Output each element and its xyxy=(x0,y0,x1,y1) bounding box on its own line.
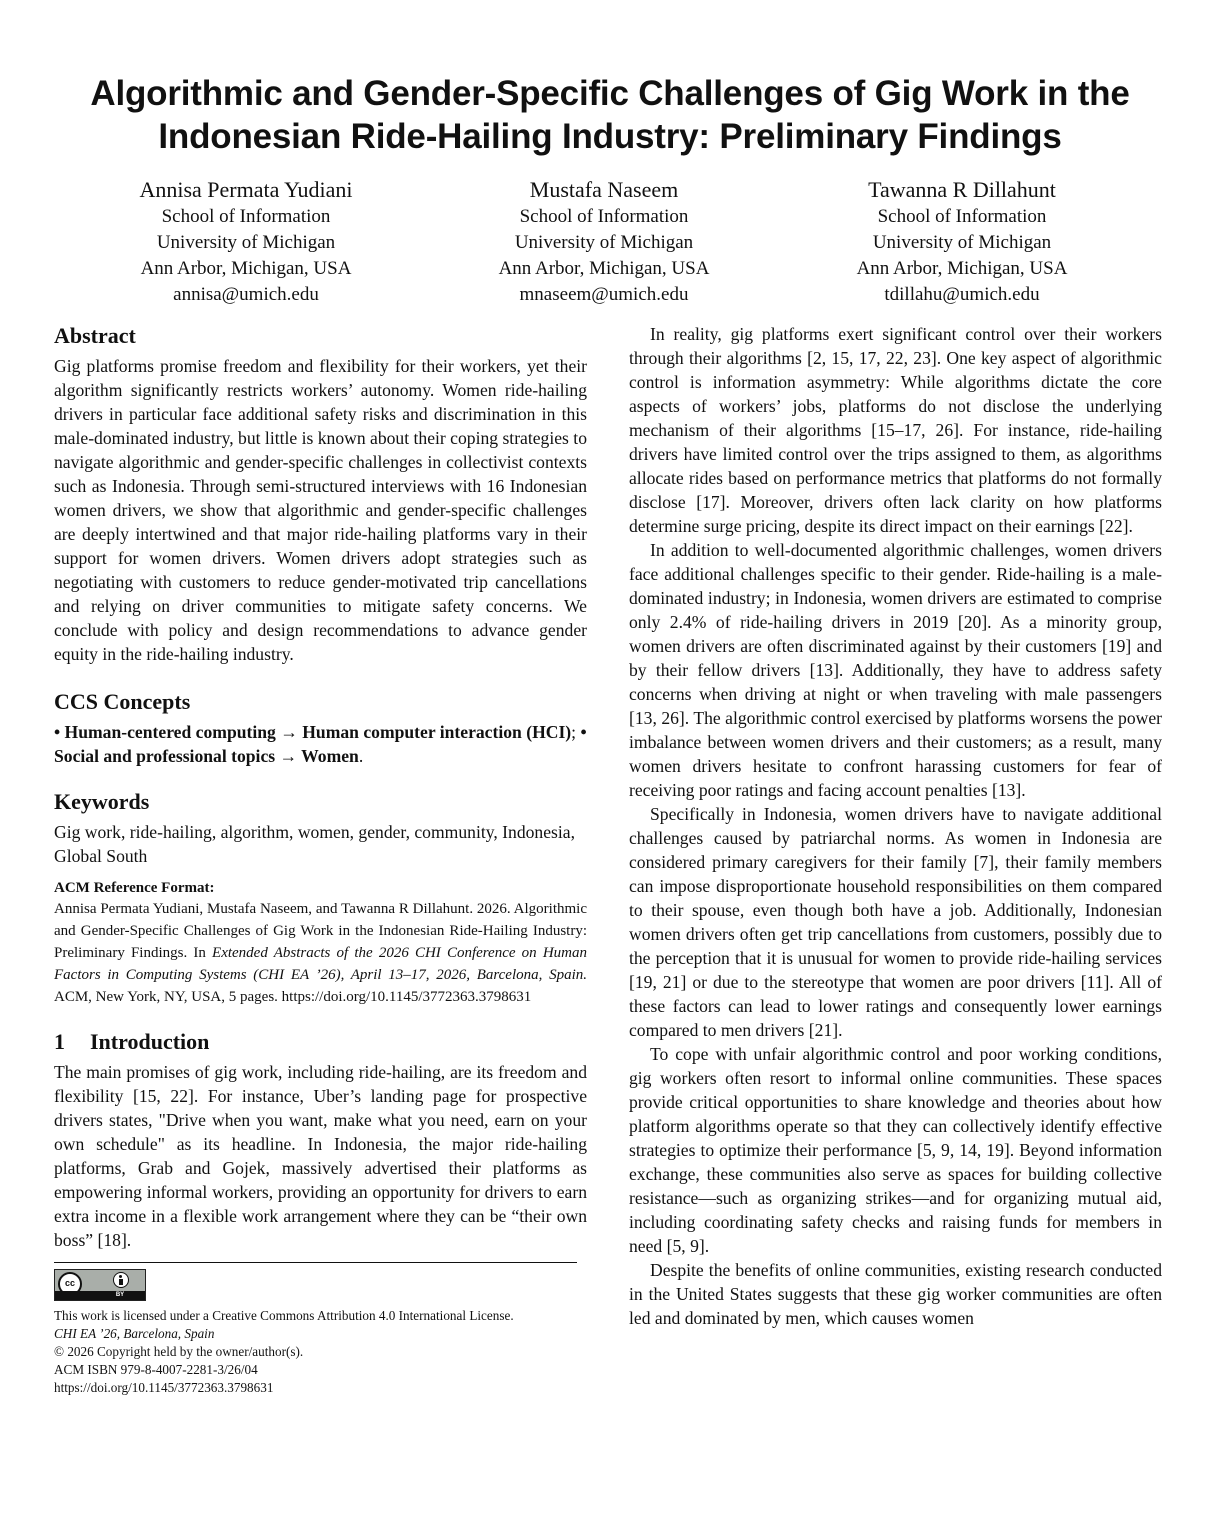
author-org: University of Michigan xyxy=(156,232,336,253)
paper-title xyxy=(0,72,1220,158)
license-block xyxy=(54,1307,587,1397)
author-dept: School of Information xyxy=(877,206,1047,227)
right-column xyxy=(629,322,1162,1330)
ccs-heading: CCS Concepts xyxy=(54,689,191,714)
author-dept: School of Information xyxy=(161,206,331,227)
intro-paragraph-2: In reality, gig platforms exert significant control over their workers through their algorithms [2, 15, 17, 22, 23]. One key aspect of algorithmic control is information asymmetry: While algorithms dictate the core aspects of workers’ jobs, platforms do not disclose the underlying mechanism of their algorithms [15–17, 26]. For instance, ride-hailing drivers have limited control over the trips assigned to them, as algorithms allocate rides based on performance metrics that platforms do not formally disclose [17]. Moreover, drivers often lack clarity on how platforms determine surge pricing, despite its direct impact on their earnings [22]. xyxy=(629,324,1162,536)
introduction-heading: 1 Introduction xyxy=(54,1029,210,1054)
abstract-text: Gig platforms promise freedom and flexibility for their workers, yet their algorithm significantly restricts workers’ autonomy. Women ride-hailing drivers in particular face additional safety risks and discrimination in this male-dominated industry, but little is known about their coping strategies to navigate algorithmic and gender-specific challenges in collectivist contexts such as Indonesia. Through semi-structured interviews with 16 Indonesian women drivers, we show that algorithmic and gender-specific challenges are deeply intertwined and that major ride-hailing platforms vary in their support for women drivers. Women drivers adopt strategies such as negotiating with customers to reduce gender-motivated trip cancellations and relying on driver communities to mitigate safety concerns. We conclude with policy and design recommendations to advance gender equity in the ride-hailing industry. xyxy=(54,356,587,664)
author-name: Tawanna R Dillahunt xyxy=(868,177,1056,202)
author-2 xyxy=(424,176,784,308)
intro-paragraph-3: In addition to well-documented algorithmic challenges, women drivers face additional challenges specific to their gender. Ride-hailing is a male-dominated industry; in Indonesia, women drivers are estimated to comprise only 2.4% of ride-hailing drivers in 2019 [20]. As a minority group, women drivers are often discriminated against by their customers [19] and by their fellow drivers [13]. Additionally, they have to address safety concerns when driving at night or when traveling with male passengers [13, 26]. The algorithmic control exercised by platforms worsens the power imbalance between women drivers and their customers; as a result, many women drivers hesitate to confront harassing customers for fear of receiving poor ratings and facing account penalties [13]. xyxy=(629,540,1162,800)
footer-divider xyxy=(54,1262,577,1263)
intro-paragraph-6: Despite the benefits of online communities, existing research conducted in the United States suggests that these gig worker communities are often led and dominated by men, which causes women xyxy=(629,1260,1162,1328)
left-column xyxy=(54,322,587,1397)
author-dept: School of Information xyxy=(519,206,689,227)
author-3 xyxy=(782,176,1142,308)
cc-by-icon[interactable] xyxy=(54,1269,146,1301)
ccs-item-2: • Social and professional topics → Women xyxy=(54,722,587,766)
author-name: Annisa Permata Yudiani xyxy=(139,177,353,202)
author-location: Ann Arbor, Michigan, USA xyxy=(856,258,1068,279)
acm-reference-heading: ACM Reference Format: xyxy=(54,880,215,896)
cc-icon: cc xyxy=(58,1272,82,1296)
author-name: Mustafa Naseem xyxy=(529,177,679,202)
intro-paragraph-4: Specifically in Indonesia, women drivers have to navigate additional challenges caused by patriarchal norms. As women in Indonesia are considered primary caregivers for their family [7], their family members can impose disproportionate household responsibilities on them compared to their spouse, even though both have a job. Additionally, Indonesian women drivers often get trip cancellations from customers, possibly due to the perception that it is unusual for women to provide ride-hailing services [19, 21] or due to the stereotype that women are poor drivers [11]. All of these factors can lead to lower ratings and consequently lower earnings compared to men drivers [21]. xyxy=(629,804,1162,1040)
keywords-heading: Keywords xyxy=(54,789,150,814)
ccs-item-1: • Human-centered computing → Human computer interaction (HCI) xyxy=(54,722,572,742)
author-org: University of Michigan xyxy=(872,232,1052,253)
acm-reference-text: Annisa Permata Yudiani, Mustafa Naseem, and Tawanna R Dillahunt. 2026. Algorithmic and Gender-Specific Challenges of Gig Work in the Indonesian Ride-Hailing Industry: Preliminary Findings. In Extended Abstracts of the 2026 CHI Conference on Human Factors in Computing Systems (CHI EA ’26), April 13–17, 2026, Barcelona, Spain. ACM, New York, NY, USA, 5 pages. https://doi.org/10.1145/3772363.3798631 xyxy=(54,901,587,1005)
doi-link[interactable]: https://doi.org/10.1145/3772363.3798631 xyxy=(54,1380,274,1395)
keywords-text: Gig work, ride-hailing, algorithm, women, gender, community, Indonesia, Global South xyxy=(54,822,575,866)
copyright-text: © 2026 Copyright held by the owner/author(s). xyxy=(54,1344,304,1359)
attribution-person-icon xyxy=(113,1272,129,1288)
venue-text: CHI EA ’26, Barcelona, Spain xyxy=(54,1326,215,1341)
author-location: Ann Arbor, Michigan, USA xyxy=(140,258,352,279)
author-org: University of Michigan xyxy=(514,232,694,253)
by-label: BY xyxy=(55,1291,145,1300)
author-location: Ann Arbor, Michigan, USA xyxy=(498,258,710,279)
abstract-heading: Abstract xyxy=(54,323,136,348)
acm-reference-venue: Extended Abstracts of the 2026 CHI Conference on Human Factors in Computing Systems (CHI EA ’26), April 13–17, 2026, Barcelona, Spain. xyxy=(54,945,587,983)
intro-paragraph-5: To cope with unfair algorithmic control and poor working conditions, gig workers often resort to informal online communities. These spaces provide critical opportunities to share knowledge and theories about how platform algorithms operate so that they can collectively identify effective strategies to optimize their performance [5, 9, 14, 19]. Beyond information exchange, these communities also serve as spaces for building collective resistance—such as organizing strikes—and for organizing mutual aid, including coordinating safety checks and raising funds for members in need [5, 9]. xyxy=(629,1044,1162,1256)
author-email[interactable]: tdillahu@umich.edu xyxy=(884,284,1040,305)
ccs-concepts: • Human-centered computing → Human computer interaction (HCI); • Social and professional topics → Women. xyxy=(54,722,587,766)
section-number: 1 xyxy=(54,1029,65,1054)
title-line-2: Indonesian Ride-Hailing Industry: Preliminary Findings xyxy=(158,117,1062,156)
author-1 xyxy=(66,176,426,308)
isbn-text: ACM ISBN 979-8-4007-2281-3/26/04 xyxy=(54,1362,258,1377)
title-line-1: Algorithmic and Gender-Specific Challenges of Gig Work in the xyxy=(90,74,1130,113)
intro-paragraph-1: The main promises of gig work, including ride-hailing, are its freedom and flexibility [15, 22]. For instance, Uber’s landing page for prospective drivers states, "Drive when you want, make what you need, earn on your own schedule" as its headline. In Indonesia, the major ride-hailing platforms, Grab and Gojek, massively advertised their platforms as empowering informal workers, providing an opportunity for drivers to earn extra income in a flexible work arrangement where they can be “their own boss” [18]. xyxy=(54,1062,587,1250)
author-email[interactable]: mnaseem@umich.edu xyxy=(519,284,689,305)
author-email[interactable]: annisa@umich.edu xyxy=(173,284,319,305)
license-text: This work is licensed under a Creative Commons Attribution 4.0 International License. xyxy=(54,1308,514,1323)
